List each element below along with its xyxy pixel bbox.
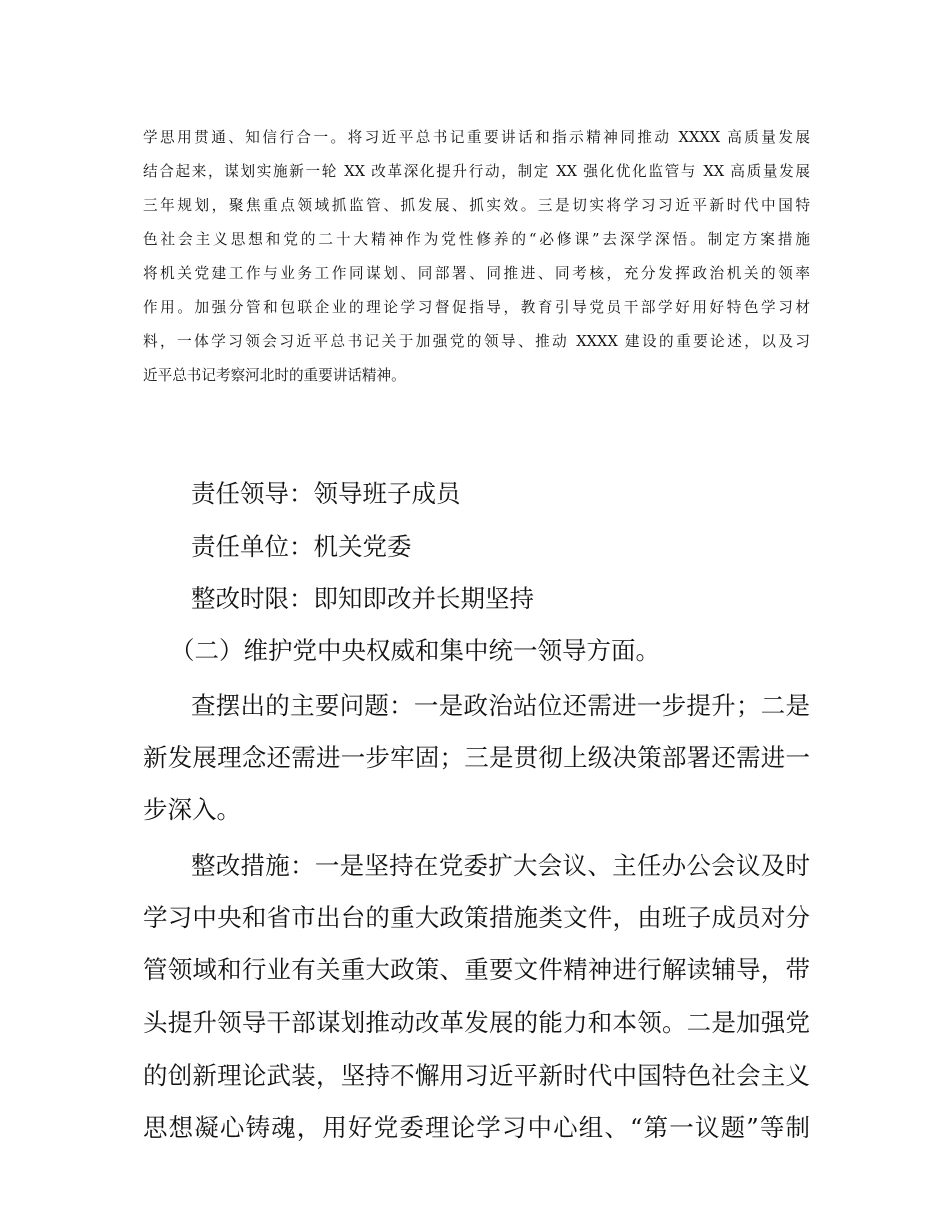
measures-line: 思想凝心铸魂，用好党委理论学习中心组、“第一议题”等制 [143, 1113, 810, 1142]
responsible-unit: 责任单位：机关党委 [191, 532, 412, 561]
problems-line: 步深入。 [143, 795, 241, 824]
measures-line: 头提升领导干部谋划推动改革发展的能力和本领。二是加强党 [143, 1008, 810, 1037]
paragraph-line: 将机关党建工作与业务工作同谋划、同部署、同推进、同考核，充分发挥政治机关的领率 [143, 265, 810, 282]
measures-line: 的创新理论武装，坚持不懈用习近平新时代中国特色社会主义 [143, 1061, 810, 1090]
responsible-leader: 责任领导：领导班子成员 [191, 479, 461, 508]
measures-line: 学习中央和省市出台的重大政策措施类文件，由班子成员对分 [143, 903, 810, 932]
paragraph-line: 三年规划，聚焦重点领域抓监管、抓发展、抓实效。三是切实将学习习近平新时代中国特 [143, 197, 810, 214]
paragraph-line: 作用。加强分管和包联企业的理论学习督促指导，教育引导党员干部学好用好特色学习材 [143, 299, 810, 316]
paragraph-line: 学思用贯通、知信行合一。将习近平总书记重要讲话和指示精神同推动 XXXX 高质量发展 [143, 129, 810, 146]
paragraph-line: 料，一体学习领会习近平总书记关于加强党的领导、推动 XXXX 建设的重要论述，以及习 [143, 333, 810, 350]
deadline: 整改时限：即知即改并长期坚持 [191, 584, 534, 613]
problems-line: 查摆出的主要问题：一是政治站位还需进一步提升；二是 [191, 691, 810, 720]
paragraph-line: 色社会主义思想和党的二十大精神作为党性修养的“必修课”去深学深悟。制定方案措施 [143, 231, 810, 248]
section-heading: （二）维护党中央权威和集中统一领导方面。 [170, 636, 660, 665]
paragraph-line: 结合起来，谋划实施新一轮 XX 改革深化提升行动，制定 XX 强化优化监管与 XX 高质量发展 [143, 163, 810, 180]
measures-line: 管领域和行业有关重大政策、重要文件精神进行解读辅导，带 [143, 955, 810, 984]
paragraph-line: 近平总书记考察河北时的重要讲话精神。 [143, 367, 406, 384]
problems-line: 新发展理念还需进一步牢固；三是贯彻上级决策部署还需进一 [143, 743, 810, 772]
measures-line: 整改措施：一是坚持在党委扩大会议、主任办公会议及时 [191, 851, 810, 880]
